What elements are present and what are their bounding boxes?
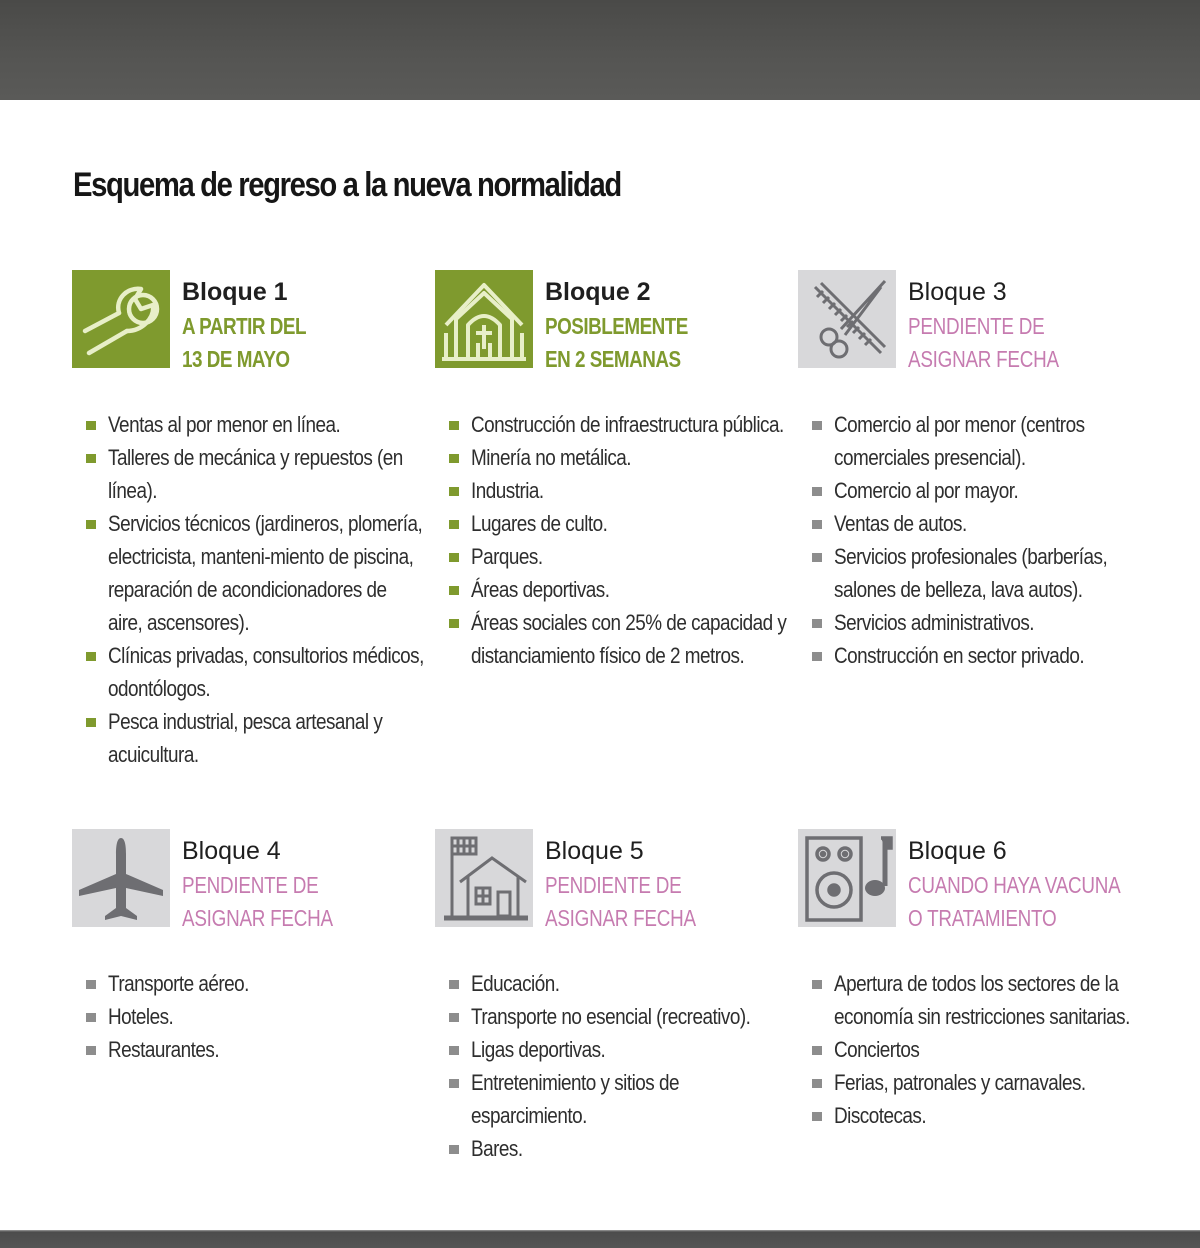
- list-item: Bares.: [449, 1132, 789, 1165]
- block-status: [182, 869, 333, 935]
- list-item: Servicios administrativos.: [812, 606, 1152, 639]
- list-item: Apertura de todos los sectores de la economía sin restricciones sanitarias.: [812, 967, 1152, 1033]
- block-3: [798, 270, 1158, 668]
- bullet-icon: [812, 421, 822, 430]
- list-item: Ligas deportivas.: [449, 1033, 789, 1066]
- list-item: Ferias, patronales y carnavales.: [812, 1066, 1152, 1099]
- bullet-icon: [86, 652, 96, 661]
- list-item: Parques.: [449, 540, 789, 573]
- block-header: [72, 829, 432, 929]
- block-name: Bloque 2: [545, 278, 651, 306]
- list-item: Educación.: [449, 967, 789, 1000]
- block-6: [798, 829, 1158, 1128]
- bullet-icon: [86, 718, 96, 727]
- list-item: Servicios técnicos (jardineros, plomería, electricista, manteni-miento de piscina, reparación de acondicionadores de aire, ascensores).: [86, 507, 426, 639]
- speaker-music-icon: [798, 829, 896, 927]
- list-item: Hoteles.: [86, 1000, 426, 1033]
- list-item: Ventas de autos.: [812, 507, 1152, 540]
- bullet-icon: [449, 520, 459, 529]
- list-item: Discotecas.: [812, 1099, 1152, 1132]
- block-status: [182, 310, 306, 376]
- list-item: Clínicas privadas, consultorios médicos, odontólogos.: [86, 639, 426, 705]
- bullet-icon: [812, 652, 822, 661]
- status-line: CUANDO HAYA VACUNA: [908, 872, 1121, 898]
- bullet-icon: [449, 1145, 459, 1154]
- block-name: Bloque 3: [908, 278, 1007, 306]
- status-line: ASIGNAR FECHA: [545, 905, 696, 931]
- list-item: Conciertos: [812, 1033, 1152, 1066]
- airplane-icon: [72, 829, 170, 927]
- block-name: Bloque 1: [182, 278, 288, 306]
- item-list: [812, 408, 1152, 672]
- block-header: [435, 829, 795, 929]
- bullet-icon: [812, 520, 822, 529]
- list-item: Transporte aéreo.: [86, 967, 426, 1000]
- list-item: Construcción en sector privado.: [812, 639, 1152, 672]
- list-item: Talleres de mecánica y repuestos (en línea).: [86, 441, 426, 507]
- list-item: Ventas al por menor en línea.: [86, 408, 426, 441]
- status-line: PENDIENTE DE: [545, 872, 682, 898]
- bullet-icon: [812, 487, 822, 496]
- block-status: [545, 310, 688, 376]
- block-1: [72, 270, 432, 767]
- list-item: Construcción de infraestructura pública.: [449, 408, 789, 441]
- list-item: Servicios profesionales (barberías, salones de belleza, lava autos).: [812, 540, 1152, 606]
- block-5: [435, 829, 795, 1161]
- status-line: PENDIENTE DE: [908, 313, 1045, 339]
- block-header: [798, 270, 1158, 370]
- list-item: Transporte no esencial (recreativo).: [449, 1000, 789, 1033]
- block-header: [435, 270, 795, 370]
- bullet-icon: [449, 980, 459, 989]
- item-list: [86, 967, 426, 1066]
- wrench-icon: [72, 270, 170, 368]
- bullet-icon: [449, 619, 459, 628]
- bullet-icon: [449, 586, 459, 595]
- bullet-icon: [449, 1013, 459, 1022]
- bullet-icon: [86, 454, 96, 463]
- status-line: O TRATAMIENTO: [908, 905, 1057, 931]
- bullet-icon: [812, 1079, 822, 1088]
- bullet-icon: [86, 520, 96, 529]
- school-icon: [435, 829, 533, 927]
- bullet-icon: [86, 1046, 96, 1055]
- list-item: Lugares de culto.: [449, 507, 789, 540]
- page-title: Esquema de regreso a la nueva normalidad: [73, 166, 621, 204]
- block-header: [798, 829, 1158, 929]
- status-line: 13 DE MAYO: [182, 346, 290, 372]
- block-name: Bloque 5: [545, 837, 644, 865]
- bullet-icon: [812, 1112, 822, 1121]
- bottom-bar: [0, 1230, 1200, 1248]
- status-line: A PARTIR DEL: [182, 313, 307, 339]
- status-line: EN 2 SEMANAS: [545, 346, 681, 372]
- bullet-icon: [86, 421, 96, 430]
- block-status: [908, 869, 1121, 935]
- block-header: [72, 270, 432, 370]
- list-item: Entretenimiento y sitios de esparcimiento.: [449, 1066, 789, 1132]
- list-item: Restaurantes.: [86, 1033, 426, 1066]
- list-item: Comercio al por menor (centros comerciales presencial).: [812, 408, 1152, 474]
- bullet-icon: [86, 980, 96, 989]
- item-list: [812, 967, 1152, 1132]
- bullet-icon: [449, 1046, 459, 1055]
- list-item: Áreas sociales con 25% de capacidad y distanciamiento físico de 2 metros.: [449, 606, 789, 672]
- list-item: Minería no metálica.: [449, 441, 789, 474]
- bullet-icon: [449, 454, 459, 463]
- block-status: [908, 310, 1059, 376]
- status-line: POSIBLEMENTE: [545, 313, 688, 339]
- list-item: Pesca industrial, pesca artesanal y acuicultura.: [86, 705, 426, 771]
- bullet-icon: [449, 1079, 459, 1088]
- bullet-icon: [86, 1013, 96, 1022]
- bullet-icon: [812, 553, 822, 562]
- status-line: PENDIENTE DE: [182, 872, 319, 898]
- bullet-icon: [812, 619, 822, 628]
- scissors-comb-icon: [798, 270, 896, 368]
- item-list: [449, 967, 789, 1165]
- block-4: [72, 829, 432, 1062]
- block-name: Bloque 4: [182, 837, 281, 865]
- block-2: [435, 270, 795, 668]
- list-item: Áreas deportivas.: [449, 573, 789, 606]
- status-line: ASIGNAR FECHA: [908, 346, 1059, 372]
- bullet-icon: [812, 1046, 822, 1055]
- bullet-icon: [812, 980, 822, 989]
- bullet-icon: [449, 421, 459, 430]
- block-status: [545, 869, 696, 935]
- list-item: Industria.: [449, 474, 789, 507]
- top-bar: [0, 0, 1200, 100]
- block-name: Bloque 6: [908, 837, 1007, 865]
- item-list: [449, 408, 789, 672]
- status-line: ASIGNAR FECHA: [182, 905, 333, 931]
- bullet-icon: [449, 553, 459, 562]
- item-list: [86, 408, 426, 771]
- church-icon: [435, 270, 533, 368]
- list-item: Comercio al por mayor.: [812, 474, 1152, 507]
- bullet-icon: [449, 487, 459, 496]
